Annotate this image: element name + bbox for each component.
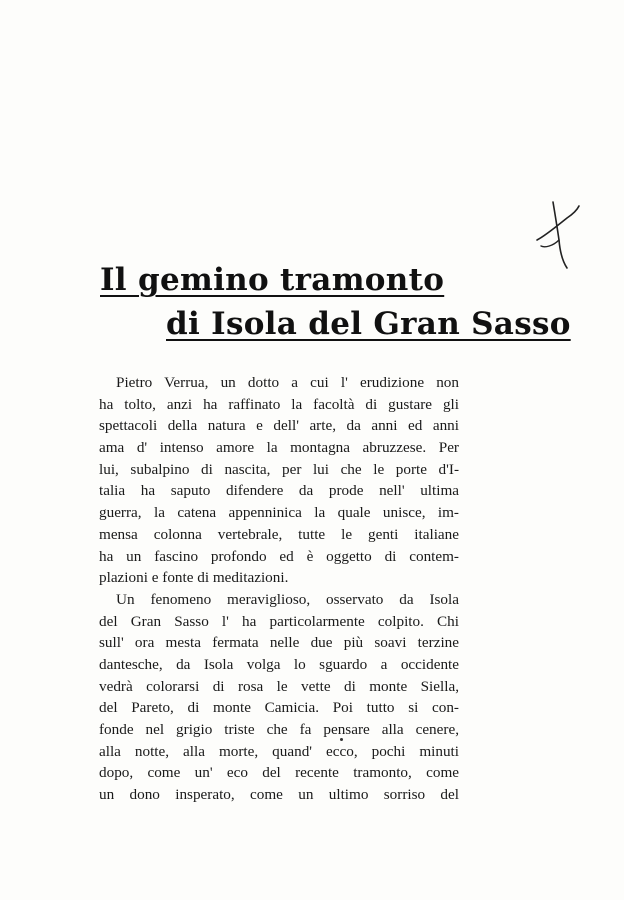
text-line: spettacoli della natura e dell' arte, da anni ed anni xyxy=(99,417,459,435)
text-line: un dono insperato, come un ultimo sorriso del xyxy=(99,786,459,804)
title-line-1: Il gemino tramonto xyxy=(100,262,445,298)
text-line: del Pareto, di monte Camicia. Poi tutto si con- xyxy=(99,699,459,717)
text-line: guerra, la catena appenninica la quale unisce, im- xyxy=(99,504,459,522)
text-line: ha tolto, anzi ha raffinato la facoltà di gustare gli xyxy=(99,395,459,413)
text-line: Pietro Verrua, un dotto a cui l' erudizione non xyxy=(116,374,459,391)
text-line: fonde nel grigio triste che fa pensare alla cenere, xyxy=(99,721,459,738)
handwritten-mark-icon xyxy=(533,196,583,272)
text-line: alla notte, alla morte, quand' ecco, pochi minuti xyxy=(99,742,459,760)
text-line: vedrà colorarsi di rosa le vette di monte Siella, xyxy=(99,677,459,695)
title-line-2: di Isola del Gran Sasso xyxy=(166,306,571,342)
text-line: sull' ora mesta fermata nelle due più soavi terzine xyxy=(99,634,459,652)
text-line: plazioni e fonte di meditazioni. xyxy=(99,569,289,587)
print-speck xyxy=(340,738,343,741)
text-line: ha un fascino profondo ed è oggetto di contem- xyxy=(99,547,459,565)
text-line: talia ha saputo difendere da prode nell' ultima xyxy=(99,482,459,500)
text-line: lui, subalpino di nascita, per lui che le porte d'I- xyxy=(99,460,459,478)
text-line: mensa colonna vertebrale, tutte le genti italiane xyxy=(99,525,459,543)
text-line: Un fenomeno meraviglioso, osservato da Isola xyxy=(116,590,459,608)
text-line: dopo, come un' eco del recente tramonto, come xyxy=(99,764,459,782)
text-line: ama d' intenso amore la montagna abruzzese. Per xyxy=(99,439,459,457)
body-text xyxy=(99,372,459,806)
text-line: del Gran Sasso l' ha particolarmente colpito. Chi xyxy=(99,612,459,630)
text-line: dantesche, da Isola volga lo sguardo a occidente xyxy=(99,655,459,673)
